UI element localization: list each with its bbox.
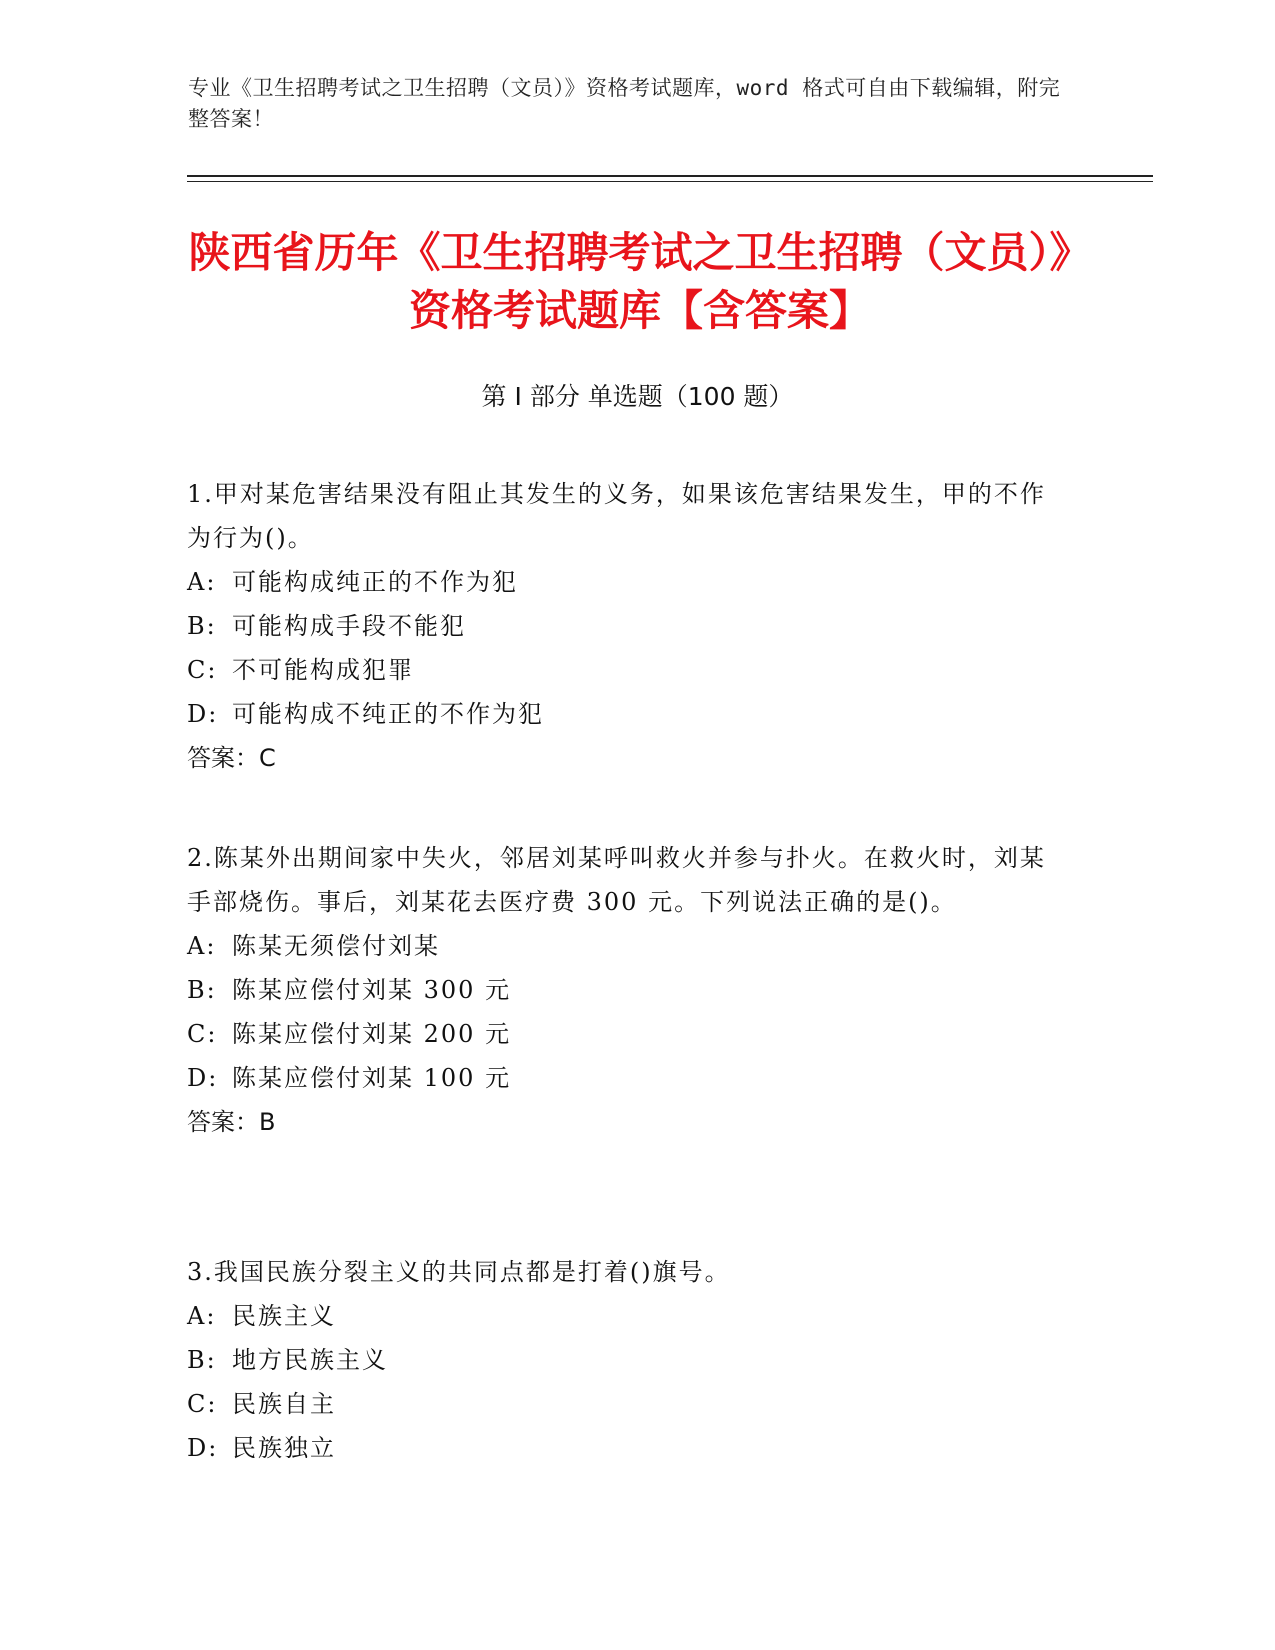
question-stem: 1.甲对某危害结果没有阻止其发生的义务，如果该危害结果发生，甲的不作为行为()。 — [187, 480, 1046, 552]
option-text: 民族独立 — [232, 1434, 336, 1462]
question-1 — [187, 472, 1067, 780]
option-a — [187, 560, 1067, 604]
option-key: A: — [187, 932, 217, 960]
option-key: D: — [187, 1434, 219, 1462]
header-note: 专业《卫生招聘考试之卫生招聘（文员）》资格考试题库，word 格式可自由下载编辑，附完整答案！ — [188, 76, 1061, 131]
header-rule-thick — [187, 175, 1153, 177]
option-d — [187, 1056, 1067, 1100]
section-heading: 第 I 部分 单选题（100 题） — [481, 382, 794, 411]
option-key: C: — [187, 1390, 218, 1418]
option-text: 地方民族主义 — [232, 1346, 388, 1374]
option-text: 可能构成不纯正的不作为犯 — [232, 700, 544, 728]
option-text: 可能构成纯正的不作为犯 — [232, 568, 518, 596]
option-key: C: — [187, 656, 218, 684]
option-c — [187, 648, 1067, 692]
option-text: 可能构成手段不能犯 — [232, 612, 466, 640]
option-key: B: — [187, 612, 217, 640]
option-key: A: — [187, 568, 217, 596]
header-rule-thin — [187, 181, 1153, 182]
question-stem: 2.陈某外出期间家中失火，邻居刘某呼叫救火并参与扑火。在救火时，刘某手部烧伤。事后，刘某花去医疗费 300 元。下列说法正确的是()。 — [187, 844, 1046, 916]
option-text: 陈某无须偿付刘某 — [232, 932, 440, 960]
option-key: A: — [187, 1302, 217, 1330]
document-title: 陕西省历年《卫生招聘考试之卫生招聘（文员）》资格考试题库【含答案】 — [188, 228, 1092, 335]
option-a — [187, 924, 1067, 968]
option-b — [187, 1338, 1067, 1382]
answer-line: 答案：C — [187, 744, 276, 772]
answer-line: 答案：B — [187, 1108, 276, 1136]
option-c — [187, 1012, 1067, 1056]
option-a — [187, 1294, 1067, 1338]
option-c — [187, 1382, 1067, 1426]
option-b — [187, 968, 1067, 1012]
question-stem: 3.我国民族分裂主义的共同点都是打着()旗号。 — [187, 1258, 731, 1286]
option-key: D: — [187, 1064, 219, 1092]
option-d — [187, 692, 1067, 736]
question-3 — [187, 1250, 1067, 1470]
option-key: B: — [187, 976, 217, 1004]
option-key: B: — [187, 1346, 217, 1374]
option-key: D: — [187, 700, 219, 728]
option-d — [187, 1426, 1067, 1470]
question-2 — [187, 836, 1067, 1144]
option-text: 陈某应偿付刘某 200 元 — [232, 1020, 512, 1048]
option-text: 不可能构成犯罪 — [232, 656, 414, 684]
option-b — [187, 604, 1067, 648]
option-text: 陈某应偿付刘某 300 元 — [232, 976, 512, 1004]
option-text: 民族自主 — [232, 1390, 336, 1418]
option-text: 陈某应偿付刘某 100 元 — [232, 1064, 512, 1092]
option-key: C: — [187, 1020, 218, 1048]
option-text: 民族主义 — [232, 1302, 336, 1330]
